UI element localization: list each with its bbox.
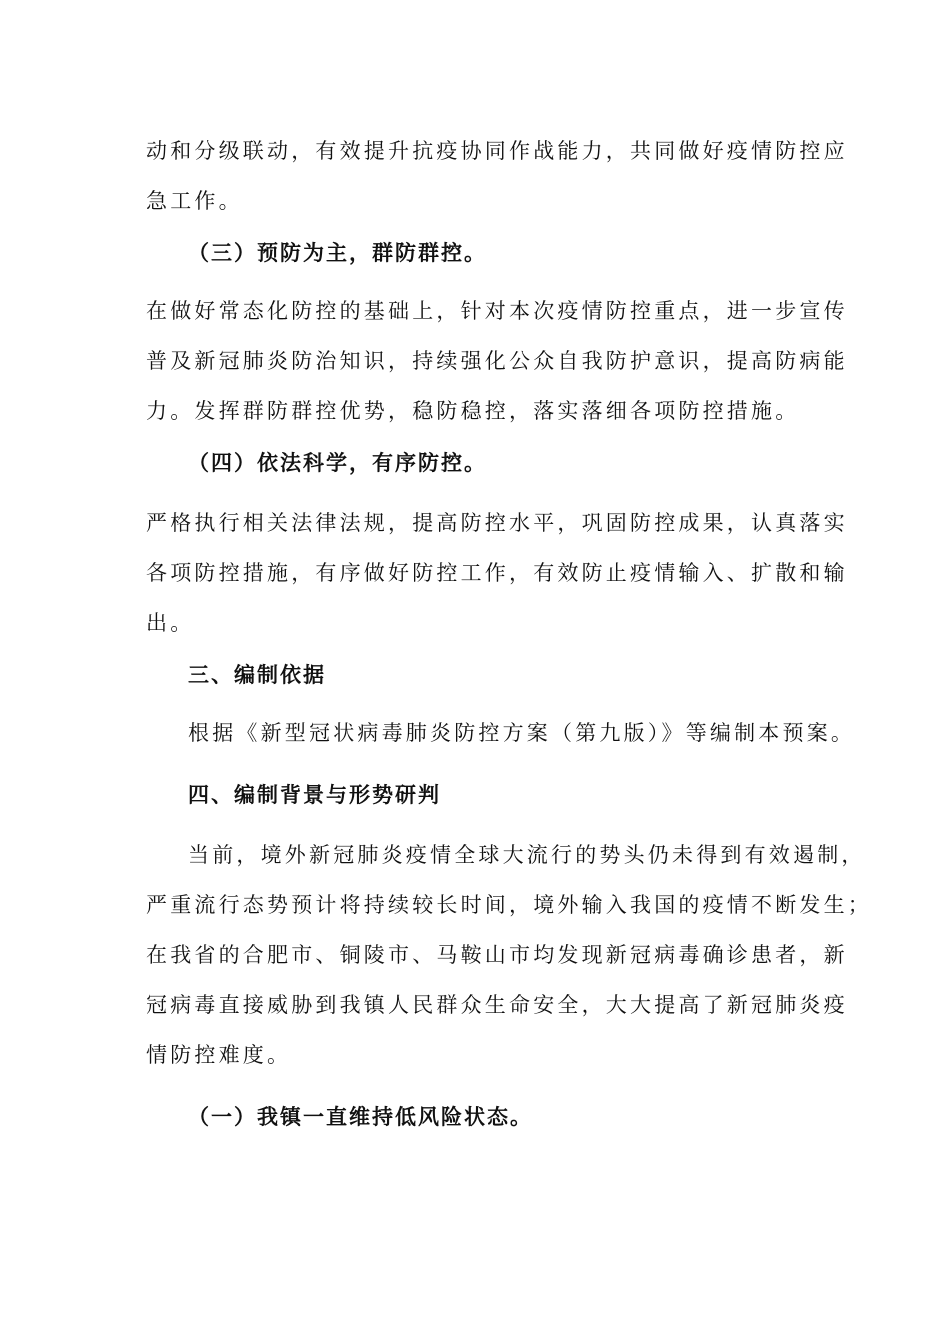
section-heading-3: （三）预防为主，群防群控。 xyxy=(188,240,487,265)
paragraph-line: 当前，境外新冠肺炎疫情全球大流行的势头仍未得到有效遏制， xyxy=(188,843,866,867)
paragraph-line: 出。 xyxy=(146,611,195,635)
paragraph-line: 根据《新型冠状病毒肺炎防控方案（第九版）》等编制本预案。 xyxy=(188,721,856,745)
chapter-heading-basis: 三、编制依据 xyxy=(188,662,326,687)
paragraph-line: 力。发挥群防群控优势，稳防稳控，落实落细各项防控措施。 xyxy=(146,399,800,423)
paragraph-line: 在做好常态化防控的基础上，针对本次疫情防控重点，进一步宣传 xyxy=(146,299,848,323)
paragraph-line: 急工作。 xyxy=(146,189,243,213)
section-heading-1: （一）我镇一直维持低风险状态。 xyxy=(188,1104,533,1129)
paragraph-line: 各项防控措施，有序做好防控工作，有效防止疫情输入、扩散和输 xyxy=(146,561,848,585)
paragraph-line: 冠病毒直接威胁到我镇人民群众生命安全，大大提高了新冠肺炎疫 xyxy=(146,993,848,1017)
paragraph-line: 普及新冠肺炎防治知识，持续强化公众自我防护意识，提高防病能 xyxy=(146,349,848,373)
paragraph-line: 严格执行相关法律法规，提高防控水平，巩固防控成果，认真落实 xyxy=(146,511,848,535)
chapter-heading-background: 四、编制背景与形势研判 xyxy=(188,782,441,807)
paragraph-line: 情防控难度。 xyxy=(146,1043,292,1067)
section-heading-4: （四）依法科学，有序防控。 xyxy=(188,450,487,475)
paragraph-line: 动和分级联动，有效提升抗疫协同作战能力，共同做好疫情防控应 xyxy=(146,139,848,163)
paragraph-line: 严重流行态势预计将持续较长时间，境外输入我国的疫情不断发生； xyxy=(146,893,872,917)
paragraph-line: 在我省的合肥市、铜陵市、马鞍山市均发现新冠病毒确诊患者，新 xyxy=(146,943,848,967)
